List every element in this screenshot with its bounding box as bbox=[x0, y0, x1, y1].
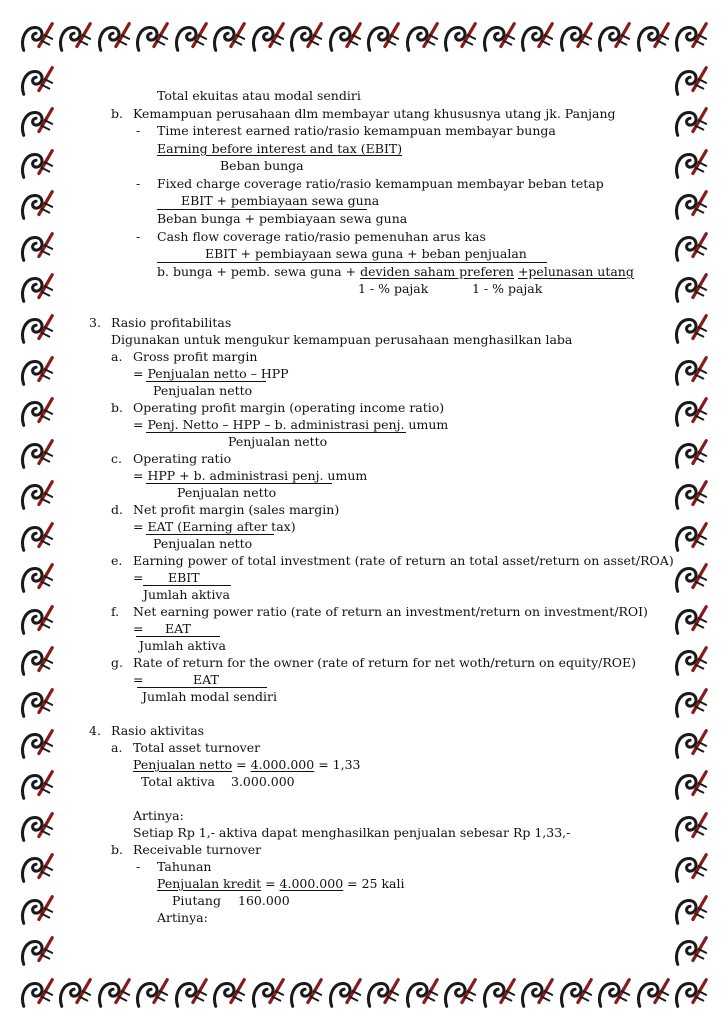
list-marker: e. bbox=[111, 553, 123, 568]
bullet-dash: - bbox=[136, 176, 141, 191]
list-item-heading: Operating profit margin (operating income ratio) bbox=[133, 400, 445, 415]
list-item-heading: Rate of return for the owner (rate of return for net woth/return on equity/ROE) bbox=[133, 655, 637, 670]
text-line: Artinya: bbox=[157, 910, 208, 925]
calculation-line bbox=[133, 756, 360, 773]
bullet-dash: - bbox=[136, 229, 141, 244]
calc-denominator: Piutang bbox=[172, 893, 221, 908]
list-marker: d. bbox=[111, 502, 123, 517]
formula-numerator: = EAT (Earning after tax) bbox=[133, 519, 296, 534]
formula-denominator bbox=[157, 263, 634, 280]
formula-denominator: Jumlah aktiva bbox=[139, 638, 226, 653]
formula-numerator: EBIT + pembiayaan sewa guna bbox=[181, 193, 380, 208]
text-line: Artinya: bbox=[133, 808, 184, 823]
calc-term: Penjualan kredit bbox=[157, 876, 262, 891]
formula-numerator: EAT bbox=[193, 672, 219, 687]
calc-denominator: 160.000 bbox=[238, 893, 290, 908]
section-description: Digunakan untuk mengukur kemampuan perusahaan menghasilkan laba bbox=[111, 332, 573, 347]
calc-term: = bbox=[232, 757, 251, 772]
calc-term: Penjualan netto bbox=[133, 757, 233, 772]
formula-term: +pelunasan utang bbox=[517, 264, 634, 279]
list-marker: c. bbox=[111, 451, 122, 466]
formula-numerator: EBIT bbox=[168, 570, 200, 585]
formula-equals: = bbox=[133, 672, 144, 687]
formula-sub: 1 - % pajak bbox=[472, 281, 543, 296]
list-marker: f. bbox=[111, 604, 120, 619]
list-marker: b. bbox=[111, 106, 123, 121]
list-marker: b. bbox=[111, 400, 123, 415]
formula-equals: = bbox=[133, 621, 144, 636]
calc-term: 4.000.000 bbox=[279, 876, 344, 891]
text-line: Total ekuitas atau modal sendiri bbox=[157, 88, 361, 103]
formula-numerator: EAT bbox=[165, 621, 191, 636]
formula-denominator: Jumlah aktiva bbox=[143, 587, 230, 602]
bullet-dash: - bbox=[136, 123, 141, 138]
formula-sub: 1 - % pajak bbox=[358, 281, 429, 296]
formula-term: b. bunga + pemb. sewa guna + bbox=[157, 264, 357, 279]
text-line: Tahunan bbox=[157, 859, 212, 874]
calculation-line bbox=[157, 875, 405, 892]
formula-denominator: Jumlah modal sendiri bbox=[142, 689, 278, 704]
formula-denominator: Beban bunga bbox=[220, 158, 304, 173]
formula-numerator: Earning before interest and tax (EBIT) bbox=[157, 141, 403, 156]
formula-numerator: EBIT + pembiayaan sewa guna + beban penjualan bbox=[205, 246, 527, 261]
text-line: Time interest earned ratio/rasio kemampuan membayar bunga bbox=[157, 123, 556, 138]
list-marker: a. bbox=[111, 740, 123, 755]
list-marker: a. bbox=[111, 349, 123, 364]
list-item-heading: Earning power of total investment (rate of return an total asset/return on asset/ROA) bbox=[133, 553, 674, 568]
formula-numerator: = Penjualan netto – HPP bbox=[133, 366, 289, 381]
calc-term: = 25 kali bbox=[343, 876, 405, 891]
formula-term: deviden saham preferen bbox=[360, 264, 514, 279]
formula-numerator: = Penj. Netto – HPP – b. administrasi penj. umum bbox=[133, 417, 449, 432]
list-item-heading: Total asset turnover bbox=[133, 740, 261, 755]
calc-term: 4.000.000 bbox=[250, 757, 315, 772]
list-item-heading: Net profit margin (sales margin) bbox=[133, 502, 340, 517]
text-line: Setiap Rp 1,- aktiva dapat menghasilkan penjualan sebesar Rp 1,33,- bbox=[133, 825, 571, 840]
text-line: Fixed charge coverage ratio/rasio kemampuan membayar beban tetap bbox=[157, 176, 604, 191]
calc-denominator: 3.000.000 bbox=[231, 774, 295, 789]
list-item-heading: Kemampuan perusahaan dlm membayar utang khususnya utang jk. Panjang bbox=[133, 106, 616, 121]
section-heading: Rasio profitabilitas bbox=[111, 315, 232, 330]
list-item-heading: Operating ratio bbox=[133, 451, 232, 466]
formula-equals: = bbox=[133, 570, 144, 585]
formula-numerator: = HPP + b. administrasi penj. umum bbox=[133, 468, 368, 483]
list-item-heading: Receivable turnover bbox=[133, 842, 262, 857]
list-marker: g. bbox=[111, 655, 123, 670]
calc-denominator: Total aktiva bbox=[141, 774, 215, 789]
list-marker: b. bbox=[111, 842, 123, 857]
section-number: 4. bbox=[89, 723, 101, 738]
formula-denominator: Beban bunga + pembiayaan sewa guna bbox=[157, 211, 408, 226]
calc-term: = bbox=[261, 876, 280, 891]
bullet-dash: - bbox=[136, 859, 141, 874]
calc-term: = 1,33 bbox=[314, 757, 361, 772]
list-item-heading: Net earning power ratio (rate of return an investment/return on investment/ROI) bbox=[133, 604, 648, 619]
formula-denominator: Penjualan netto bbox=[177, 485, 277, 500]
formula-denominator: Penjualan netto bbox=[153, 383, 253, 398]
list-item-heading: Gross profit margin bbox=[133, 349, 258, 364]
formula-denominator: Penjualan netto bbox=[228, 434, 328, 449]
text-line: Cash flow coverage ratio/rasio pemenuhan arus kas bbox=[157, 229, 486, 244]
formula-denominator: Penjualan netto bbox=[153, 536, 253, 551]
section-number: 3. bbox=[89, 315, 101, 330]
section-heading: Rasio aktivitas bbox=[111, 723, 205, 738]
